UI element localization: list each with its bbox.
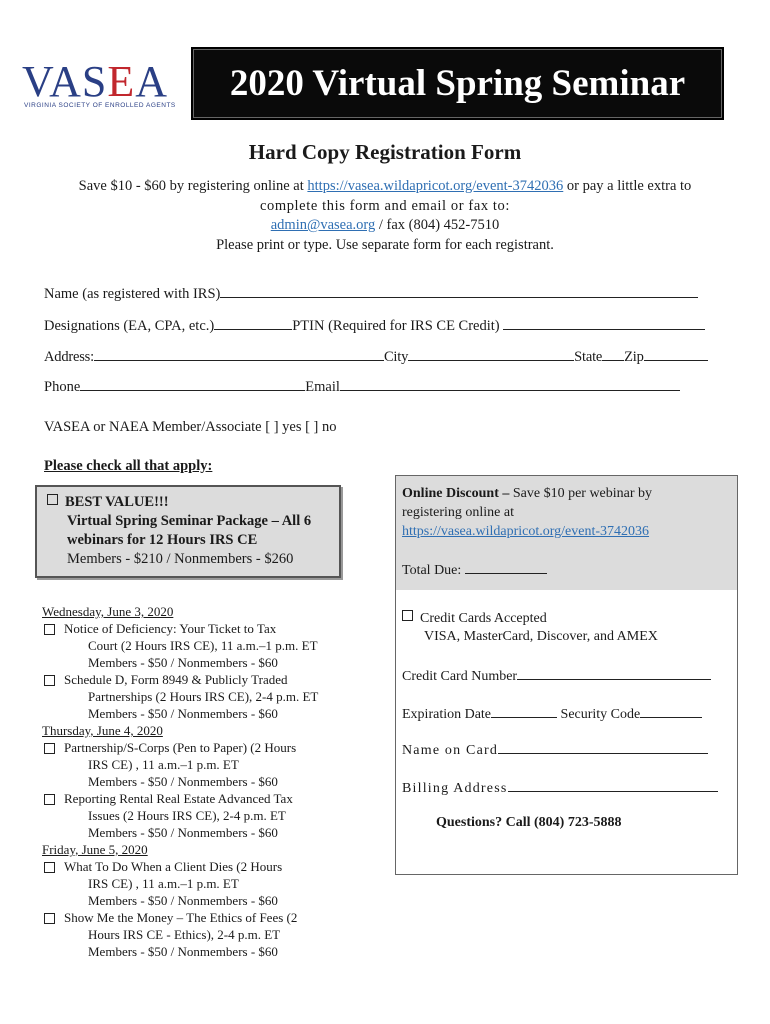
- card-number-row: [402, 666, 711, 685]
- instructions: Please print or type. Use separate form for each registrant.: [216, 236, 554, 253]
- session-item[interactable]: [42, 739, 332, 790]
- phone-label: Phone: [44, 379, 81, 395]
- email-link[interactable]: admin@vasea.org: [270, 217, 376, 233]
- cards-checkbox[interactable]: [402, 610, 413, 621]
- logo-wordmark: VASEA: [22, 57, 169, 106]
- session-details: Issues (2 Hours IRS CE), 2-4 p.m. ET: [88, 808, 286, 823]
- session-item[interactable]: [42, 858, 332, 909]
- ptin-label: PTIN (Required for IRS CE Credit): [292, 318, 500, 334]
- session-title: What To Do When a Client Dies (2 Hours: [64, 859, 283, 874]
- check-all-heading: Please check all that apply:: [44, 458, 213, 474]
- day-heading: Wednesday, June 3, 2020: [42, 604, 174, 619]
- online-registration-link[interactable]: https://vasea.wildapricot.org/event-3742036: [307, 178, 564, 194]
- checkbox[interactable]: [44, 794, 55, 805]
- name-field[interactable]: [220, 284, 698, 298]
- name-label: Name (as registered with IRS): [44, 286, 221, 302]
- expiration-field[interactable]: [491, 704, 557, 718]
- state-label: State: [574, 349, 603, 365]
- state-field[interactable]: [602, 347, 624, 361]
- intro-pre: Save $10 - $60 by registering online at: [78, 178, 308, 194]
- cards-list: VISA, MasterCard, Discover, and AMEX: [424, 629, 658, 644]
- logo-tagline: VIRGINIA SOCIETY OF ENROLLED AGENTS: [24, 102, 176, 109]
- seminar-title: 2020 Virtual Spring Seminar: [191, 47, 724, 120]
- checkbox[interactable]: [44, 913, 55, 924]
- session-price: Members - $50 / Nonmembers - $60: [88, 655, 278, 670]
- cards-accepted: [402, 610, 547, 627]
- best-value-label: BEST VALUE!!!: [65, 494, 169, 510]
- online-discount-box: [396, 476, 737, 590]
- billing-row: [402, 778, 718, 797]
- zip-field[interactable]: [644, 347, 708, 361]
- session-title: Schedule D, Form 8949 & Publicly Traded: [64, 672, 288, 687]
- checkbox[interactable]: [44, 743, 55, 754]
- intro-line2: complete this form and email or fax to:: [259, 197, 511, 214]
- session-title: Notice of Deficiency: Your Ticket to Tax: [64, 621, 277, 636]
- phone-row: [44, 377, 680, 396]
- online-discount-text: Save $10 per webinar by: [509, 486, 653, 501]
- ptin-field[interactable]: [503, 316, 705, 330]
- session-price: Members - $50 / Nonmembers - $60: [88, 825, 278, 840]
- day-heading: Friday, June 5, 2020: [42, 842, 148, 857]
- session-price: Members - $50 / Nonmembers - $60: [88, 944, 278, 959]
- intro-post: or pay a little extra to: [563, 178, 692, 194]
- address-field[interactable]: [94, 347, 384, 361]
- session-details: IRS CE) , 11 a.m.–1 p.m. ET: [88, 876, 239, 891]
- city-label: City: [383, 349, 409, 365]
- best-value-checkbox[interactable]: [47, 494, 58, 505]
- security-code-label: Security Code: [560, 707, 641, 722]
- package-line2: webinars for 12 Hours IRS CE: [67, 532, 258, 548]
- email-label: Email: [305, 379, 340, 395]
- address-label: Address:: [44, 349, 94, 365]
- questions-contact: Questions? Call (804) 723-5888: [436, 815, 622, 830]
- card-number-label: Credit Card Number: [402, 669, 518, 684]
- zip-label: Zip: [624, 349, 644, 365]
- session-list: [42, 603, 332, 960]
- security-code-field[interactable]: [640, 704, 702, 718]
- member-question[interactable]: VASEA or NAEA Member/Associate [ ] yes [ ] no: [44, 419, 337, 435]
- checkbox[interactable]: [44, 624, 55, 635]
- best-value-package[interactable]: [35, 485, 341, 578]
- day-heading: Thursday, June 4, 2020: [42, 723, 163, 738]
- session-item[interactable]: [42, 790, 332, 841]
- name-row: [44, 284, 698, 303]
- session-item[interactable]: [42, 671, 332, 722]
- fax-number: / fax (804) 452-7510: [375, 217, 500, 233]
- card-number-field[interactable]: [517, 666, 711, 680]
- session-price: Members - $50 / Nonmembers - $60: [88, 774, 278, 789]
- session-title: Reporting Rental Real Estate Advanced Tax: [64, 791, 293, 806]
- address-row: [44, 347, 708, 366]
- checkbox[interactable]: [44, 675, 55, 686]
- session-title: Partnership/S-Corps (Pen to Paper) (2 Hours: [64, 740, 297, 755]
- designations-label: Designations (EA, CPA, etc.): [44, 318, 215, 334]
- checkbox[interactable]: [44, 862, 55, 873]
- vasea-logo: [22, 57, 180, 110]
- designations-field[interactable]: [214, 316, 292, 330]
- total-due-label: Total Due:: [402, 563, 462, 578]
- name-on-card-field[interactable]: [498, 740, 708, 754]
- session-item[interactable]: [42, 620, 332, 671]
- name-on-card-label: Name on Card: [402, 743, 499, 758]
- expiration-label: Expiration Date: [402, 707, 492, 722]
- billing-address-label: Billing Address: [402, 781, 508, 796]
- billing-address-field[interactable]: [508, 778, 718, 792]
- city-field[interactable]: [408, 347, 574, 361]
- session-details: IRS CE) , 11 a.m.–1 p.m. ET: [88, 757, 239, 772]
- session-title: Show Me the Money – The Ethics of Fees (2: [64, 910, 298, 925]
- payment-panel: [395, 475, 738, 875]
- session-price: Members - $50 / Nonmembers - $60: [88, 893, 278, 908]
- session-details: Hours IRS CE - Ethics), 2-4 p.m. ET: [88, 927, 281, 942]
- session-item[interactable]: [42, 909, 332, 960]
- session-details: Court (2 Hours IRS CE), 11 a.m.–1 p.m. ET: [88, 638, 318, 653]
- session-details: Partnerships (2 Hours IRS CE), 2-4 p.m. ET: [88, 689, 319, 704]
- email-field[interactable]: [340, 377, 680, 391]
- online-discount-link[interactable]: https://vasea.wildapricot.org/event-3742036: [402, 524, 650, 539]
- name-on-card-row: [402, 740, 708, 759]
- phone-field[interactable]: [80, 377, 305, 391]
- total-due-field[interactable]: [465, 560, 547, 574]
- expiration-row: [402, 704, 702, 723]
- cards-label: Credit Cards Accepted: [420, 611, 547, 626]
- online-discount-label: Online Discount –: [402, 486, 510, 501]
- designations-row: [44, 316, 705, 335]
- intro-text: [40, 177, 730, 255]
- package-line1: Virtual Spring Seminar Package – All 6: [67, 513, 312, 529]
- form-title: Hard Copy Registration Form: [248, 140, 522, 164]
- online-discount-line2: registering online at: [402, 505, 514, 520]
- session-price: Members - $50 / Nonmembers - $60: [88, 706, 278, 721]
- package-price: Members - $210 / Nonmembers - $260: [67, 551, 294, 567]
